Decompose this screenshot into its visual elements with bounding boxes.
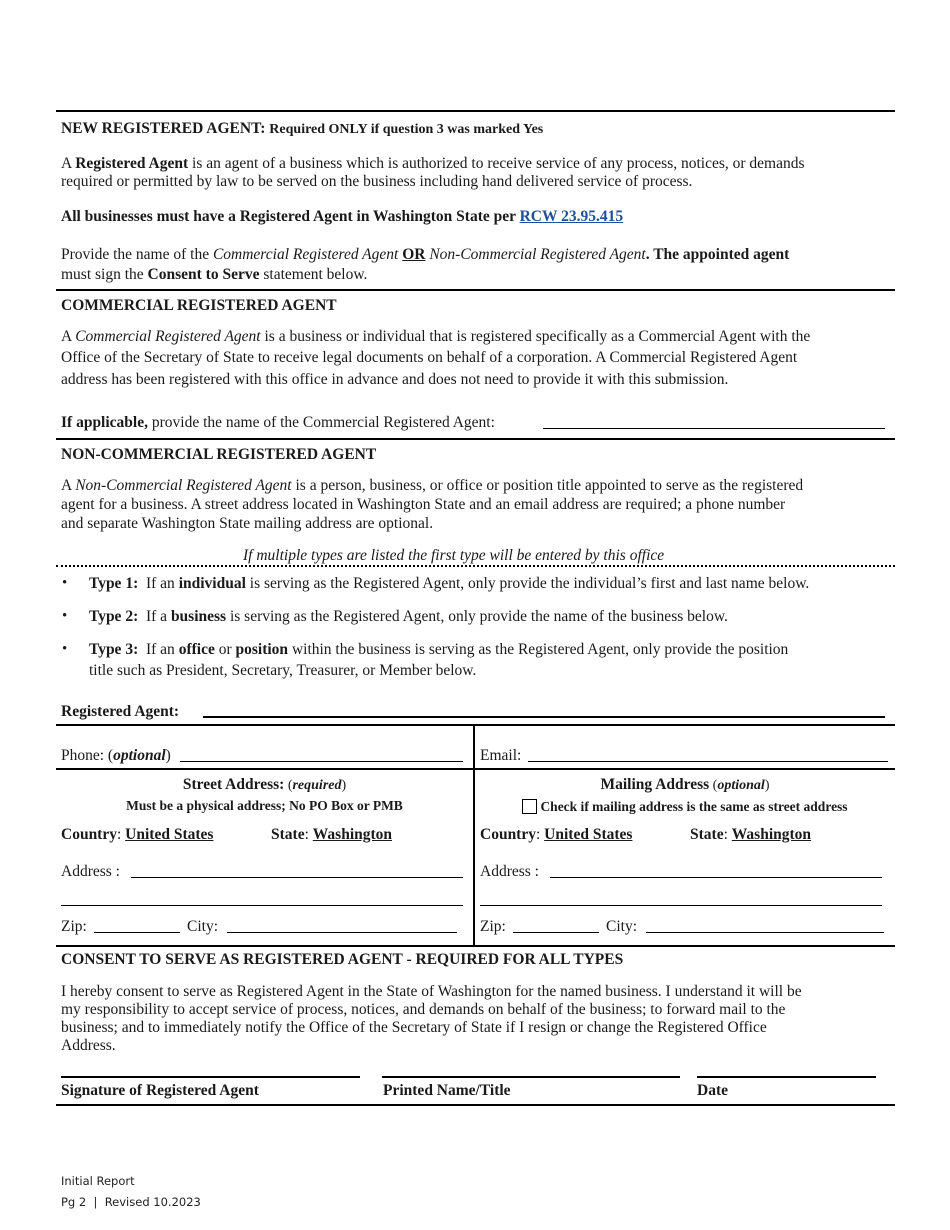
registered-agent-label: Registered Agent: — [61, 703, 180, 720]
street-address-heading: Street Address: (required) — [182, 776, 347, 793]
noncommercial-heading: NON-COMMERCIAL REGISTERED AGENT — [61, 446, 377, 463]
dotted-divider — [56, 565, 895, 567]
consent-text-line1: I hereby consent to serve as Registered Agent in the State of Washington for the named business. I understand it will be — [61, 983, 802, 1000]
signature-label: Signature of Registered Agent — [61, 1082, 259, 1099]
noncommercial-description-line3: and separate Washington State mailing address are optional. — [61, 515, 434, 532]
type-1-item: Type 1: If an individual is serving as the Registered Agent, only provide the individual’s first and last name below. — [89, 575, 810, 592]
mailing-city-label: City: — [606, 918, 638, 935]
column-divider — [473, 725, 475, 946]
bullet-marker: • — [62, 575, 68, 591]
street-address-input-line2[interactable] — [61, 892, 463, 906]
section-header — [61, 119, 543, 139]
section-title: NEW REGISTERED AGENT: — [61, 120, 266, 137]
intro-paragraph-line2: required or permitted by law to be served on the business including hand delivered service of process. — [61, 173, 693, 190]
consent-text-line4: Address. — [61, 1037, 116, 1054]
mailing-city-input[interactable] — [646, 919, 884, 933]
street-city-label: City: — [187, 918, 219, 935]
bottom-rule — [56, 1104, 895, 1106]
commercial-description-line3: address has been registered with this office in advance and does not need to provide it with this submission. — [61, 371, 729, 388]
commercial-agent-field: If applicable, provide the name of the Commercial Registered Agent: — [61, 414, 495, 431]
divider — [56, 724, 895, 726]
rcw-link[interactable]: RCW 23.95.415 — [519, 208, 624, 225]
consent-text-line3: business; and to immediately notify the Office of the Secretary of State if I resign or change the Registered Office — [61, 1019, 767, 1036]
commercial-description-line2: Office of the Secretary of State to receive legal documents on behalf of a corporation. A Commercial Registered Agent — [61, 349, 798, 366]
noncommercial-description: A Non-Commercial Registered Agent is a person, business, or office or position title appointed to serve as the registered — [61, 477, 804, 494]
mailing-country-value[interactable]: United States — [544, 826, 633, 843]
street-zip-label: Zip: — [61, 918, 87, 935]
mailing-country: Country: United States — [480, 826, 633, 843]
street-address-requirement: Must be a physical address; No PO Box or PMB — [126, 798, 403, 813]
provide-name-instruction: Provide the name of the Commercial Registered Agent OR Non-Commercial Registered Agent. The appointed agent — [61, 246, 790, 263]
printed-name-label: Printed Name/Title — [383, 1082, 511, 1099]
intro-paragraph: A Registered Agent is an agent of a business which is authorized to receive service of any process, notices, or demands — [61, 155, 805, 172]
mailing-state-value[interactable]: Washington — [731, 826, 812, 843]
mailing-zip-label: Zip: — [480, 918, 506, 935]
registered-agent-input[interactable] — [203, 704, 885, 718]
mailing-address-input[interactable] — [550, 864, 882, 878]
street-country-value[interactable]: United States — [125, 826, 214, 843]
type-3-item: Type 3: If an office or position within the business is serving as the Registered Agent, only provide the position — [89, 641, 789, 658]
divider — [56, 768, 895, 770]
street-address-input[interactable] — [131, 864, 463, 878]
requirement-statement: All businesses must have a Registered Agent in Washington State per RCW 23.95.415 — [61, 208, 624, 225]
section-subtitle: Required ONLY if question 3 was marked Yes — [269, 122, 544, 137]
email-input[interactable] — [528, 748, 888, 762]
same-address-checkbox[interactable] — [522, 799, 537, 814]
bullet-marker: • — [62, 641, 68, 657]
commercial-agent-input[interactable] — [543, 415, 885, 429]
consent-text-line2: my responsibility to accept service of process, notices, and demands on behalf of the business; to forward mail to the — [61, 1001, 786, 1018]
date-label: Date — [697, 1082, 728, 1099]
mailing-address-label: Address : — [480, 863, 539, 880]
street-country: Country: United States — [61, 826, 214, 843]
commercial-heading: COMMERCIAL REGISTERED AGENT — [61, 297, 337, 314]
commercial-description: A Commercial Registered Agent is a business or individual that is registered specifically as a Commercial Agent with the — [61, 328, 811, 345]
consent-heading: CONSENT TO SERVE AS REGISTERED AGENT - REQUIRED FOR ALL TYPES — [61, 951, 624, 968]
street-state: State: Washington — [271, 826, 393, 843]
date-input[interactable] — [697, 1064, 876, 1078]
type-3-item-line2: title such as President, Secretary, Treasurer, or Member below. — [89, 662, 477, 679]
divider — [56, 289, 895, 291]
same-address-option: Check if mailing address is the same as street address — [475, 797, 895, 816]
bullet-marker: • — [62, 608, 68, 624]
divider — [56, 438, 895, 440]
top-rule — [56, 110, 895, 112]
mailing-address-input-line2[interactable] — [480, 892, 882, 906]
footer-page-info: Pg 2 | Revised 10.2023 — [61, 1195, 201, 1209]
phone-field: Phone: (optional) — [61, 747, 171, 764]
mailing-state: State: Washington — [690, 826, 812, 843]
multiple-types-note: If multiple types are listed the first type will be entered by this office — [243, 547, 665, 564]
footer-title: Initial Report — [61, 1174, 135, 1188]
mailing-address-heading: Mailing Address (optional) — [600, 776, 770, 793]
noncommercial-description-line2: agent for a business. A street address located in Washington State and an email address are required; a phone number — [61, 496, 786, 513]
street-address-label: Address : — [61, 863, 120, 880]
signature-input[interactable] — [61, 1064, 360, 1078]
email-field-label: Email: — [480, 747, 522, 764]
mailing-zip-input[interactable] — [513, 919, 599, 933]
provide-name-instruction-line2: must sign the Consent to Serve statement below. — [61, 266, 368, 283]
street-zip-input[interactable] — [94, 919, 180, 933]
type-2-item: Type 2: If a business is serving as the Registered Agent, only provide the name of the business below. — [89, 608, 728, 625]
street-state-value[interactable]: Washington — [312, 826, 393, 843]
divider — [56, 945, 895, 947]
street-city-input[interactable] — [227, 919, 457, 933]
printed-name-input[interactable] — [382, 1064, 680, 1078]
phone-input[interactable] — [180, 748, 463, 762]
